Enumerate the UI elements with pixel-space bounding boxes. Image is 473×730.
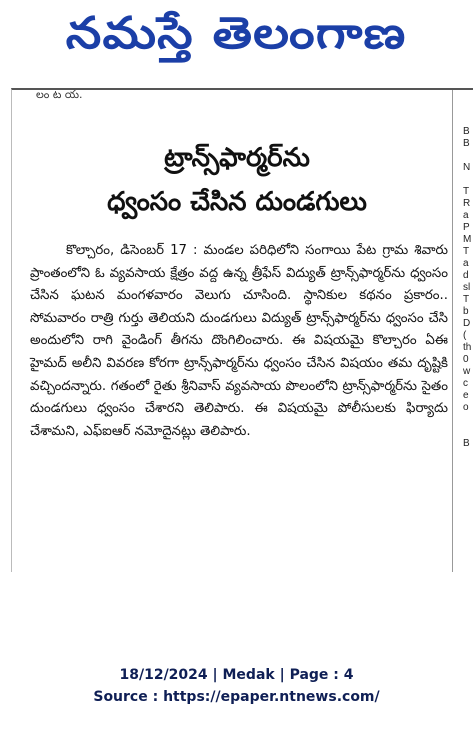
side-column-char: D [463,318,471,329]
side-column-char: M [463,234,472,245]
footer-source: Source : https://epaper.ntnews.com/ [93,689,380,705]
side-column-char: T [463,294,470,305]
side-column-char: th [463,342,472,353]
news-clipping [11,88,473,572]
side-column-char: P [463,222,470,233]
newspaper-logo: నమస్తే తెలంగాణ [66,8,407,59]
side-column-char: sl [463,282,471,293]
article-headline [32,136,442,224]
headline-line-2: ధ్వంసం చేసిన దుండగులు [107,187,367,217]
masthead [0,0,473,78]
side-column-char: w [463,366,471,377]
adjacent-column-fragment [463,126,473,450]
side-column-char [463,174,473,186]
side-column-char: e [463,390,469,401]
side-column-char: d [463,270,469,281]
side-column-char: B [463,138,470,149]
side-column-char: N [463,162,471,173]
clipped-text-fragment: లం ట య. [36,88,83,101]
side-column-char: o [463,402,469,413]
side-column-char [463,426,473,438]
article-body [30,240,448,443]
side-column-char: a [463,258,469,269]
column-divider [452,90,453,572]
side-column-char: b [463,306,469,317]
side-column-char [463,414,473,426]
side-column-char: T [463,246,470,257]
side-column-char: a [463,210,469,221]
side-column-char: ( [463,330,467,341]
side-column-char: R [463,198,471,209]
side-column-char: T [463,186,470,197]
side-column-char: B [463,438,470,449]
side-column-char [463,150,473,162]
side-column-char: c [463,378,468,389]
article-paragraph: కొల్చారం, డిసెంబర్ 17 : మండల పరిధిలోని సంగాయి పేట గ్రామ శివారు ప్రాంతంలోని ఓ వ్యవసాయ క్షేత్రం వద్ద ఉన్న త్రీఫేస్ విద్యుత్ ట్రాన్స్‌ఫార్మర్‌ను ధ్వంసం చేసిన ఘటన మంగళవారం వెలుగు చూసింది. స్థానికుల కథనం ప్రకారం.. సోమవారం రాత్రి గుర్తు తెలియని దుండగులు విద్యుత్ ట్రాన్స్‌ఫార్మర్‌ను ధ్వంసం చేసి అందులోని రాగి వైండింగ్ తీగను దొంగిలించారు. ఈ విషయమై కొల్చారం ఏఈ హైమద్ అలీని వివరణ కోరగా ట్రాన్స్‌ఫార్మర్‌ను ధ్వంసం చేసిన విషయం తమ దృష్టికి వచ్చిందన్నారు. గతంలో రైతు శ్రీనివాస్ వ్యవసాయ పొలంలోని ట్రాన్స్‌ఫార్మర్‌ను సైతం దుండగులు ధ్వంసం చేశారని తెలిపారు. ఈ విషయమై పోలీసులకు ఫిర్యాదు చేశామని, ఎఫ్ఐఆర్ నమోదైనట్లు తెలిపారు. [30,243,448,439]
side-column-char: B [463,126,470,137]
headline-line-1: ట్రాన్స్‌ఫార్మర్‌ను [164,143,310,173]
side-column-char: 0 [463,354,469,365]
footer-date-edition: 18/12/2024 | Medak | Page : 4 [119,667,354,683]
clipping-footer [0,664,473,708]
